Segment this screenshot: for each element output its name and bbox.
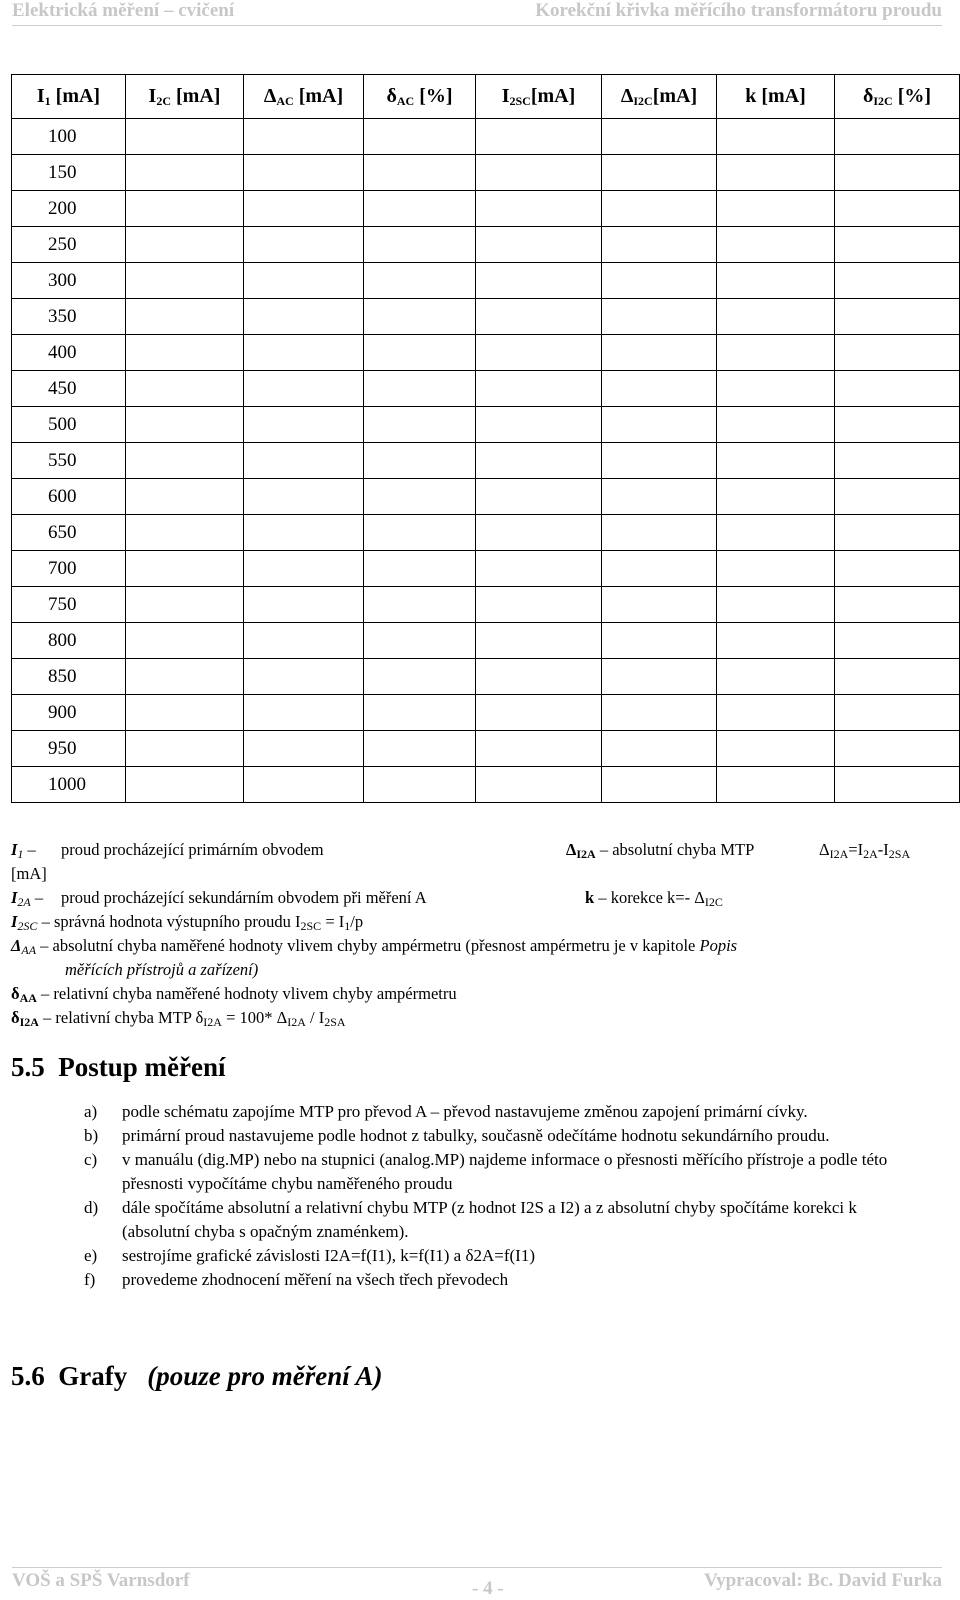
header-chapter-title: Korekční křivka měřícího transformátoru proudu [535,0,942,21]
empty-cell[interactable] [476,335,602,371]
empty-cell[interactable] [244,731,364,767]
header-course-title: Elektrická měření – cvičení [12,0,235,21]
empty-cell[interactable] [602,767,717,803]
empty-cell[interactable] [476,731,602,767]
page-number: - 4 - [472,1578,504,1599]
step-item: a) podle schématu zapojíme MTP pro převod A – převod nastavujeme změnou zapojení primární cívky. [84,1102,808,1121]
cell-i1: 550 [12,443,126,479]
legend-row-i2a: $I_{2A}$ – proud procházející sekundárním obvodem při měření A k – korekce k=- $\Delta_{I2C}$ [11,888,723,909]
table-header-row [12,75,960,119]
cell-i1: 600 [12,479,126,515]
empty-cell[interactable] [835,407,960,443]
cell-i1: 450 [12,371,126,407]
cell-i1: 950 [12,731,126,767]
table-row [12,551,960,587]
empty-cell[interactable] [244,299,364,335]
empty-cell[interactable] [126,335,244,371]
empty-cell[interactable] [835,155,960,191]
empty-cell[interactable] [602,587,717,623]
empty-cell[interactable] [602,263,717,299]
empty-cell[interactable] [244,623,364,659]
table-row [12,695,960,731]
empty-cell[interactable] [244,515,364,551]
cell-i1: 400 [12,335,126,371]
empty-cell[interactable] [717,587,835,623]
table-row [12,191,960,227]
empty-cell[interactable] [126,371,244,407]
empty-cell[interactable] [364,443,476,479]
empty-cell[interactable] [364,515,476,551]
empty-cell[interactable] [835,191,960,227]
legend-row-delta-aa: $\Delta_{AA}$ – absolutní chyba naměřené hodnoty vlivem chyby ampérmetru (přesnost ampérmetru je v kapitole Popis [11,936,738,957]
table-row [12,371,960,407]
page-footer [12,1568,942,1598]
step-item: b) primární proud nastavujeme podle hodnot z tabulky, současně odečítáme hodnotu sekundárního proudu. [84,1126,830,1145]
empty-cell[interactable] [717,515,835,551]
empty-cell[interactable] [126,479,244,515]
empty-cell[interactable] [364,371,476,407]
footer-author: Vypracoval: Bc. David Furka [704,1570,942,1591]
col-header-i2c: $I_{2C}$ [mA] [126,75,244,119]
table-row [12,659,960,695]
empty-cell[interactable] [602,551,717,587]
cell-i1: 800 [12,623,126,659]
table-row [12,515,960,551]
table-row [12,335,960,371]
col-header-i2sc: $I_{2SC}[mA]$ [476,75,602,119]
step-item: c) v manuálu (dig.MP) nebo na stupnici (analog.MP) najdeme informace o přesnosti měřícího přístroje a podle této přesnosti vypočítáme chybu naměřeného proudu [84,1150,888,1193]
empty-cell[interactable] [835,767,960,803]
empty-cell[interactable] [244,695,364,731]
table-row [12,407,960,443]
empty-cell[interactable] [126,155,244,191]
legend-row-i1: $I_1$ – proud procházející primárním obvodem $\Delta_{I2A}$ – absolutní chyba MTP $\Delta_{I2A}=I_{2A}-I_{2SA}$ [11,840,911,861]
empty-cell[interactable] [244,479,364,515]
table-row [12,623,960,659]
table-row [12,299,960,335]
cell-i1: 300 [12,263,126,299]
empty-cell[interactable] [126,659,244,695]
empty-cell[interactable] [717,551,835,587]
step-item: d) dále spočítáme absolutní a relativní chybu MTP (z hodnot I2S a I2) a z absolutní chyby spočítáme korekci k (absolutní chyba s opačným znaménkem). [84,1198,857,1241]
cell-i1: 750 [12,587,126,623]
empty-cell[interactable] [476,371,602,407]
empty-cell[interactable] [476,119,602,155]
step-item: e) sestrojíme grafické závislosti I2A=f(I1), k=f(I1) a δ2A=f(I1) [84,1246,535,1265]
table-row [12,587,960,623]
empty-cell[interactable] [364,479,476,515]
empty-cell[interactable] [717,227,835,263]
empty-cell[interactable] [602,695,717,731]
empty-cell[interactable] [835,551,960,587]
empty-cell[interactable] [717,335,835,371]
empty-cell[interactable] [602,515,717,551]
empty-cell[interactable] [602,731,717,767]
measurement-table [11,74,960,803]
procedure-steps [84,1100,924,1292]
empty-cell[interactable] [476,191,602,227]
empty-cell[interactable] [602,407,717,443]
empty-cell[interactable] [717,695,835,731]
empty-cell[interactable] [364,695,476,731]
empty-cell[interactable] [126,119,244,155]
empty-cell[interactable] [717,299,835,335]
empty-cell[interactable] [602,227,717,263]
empty-cell[interactable] [835,119,960,155]
empty-cell[interactable] [244,335,364,371]
col-header-delta-i2c: $\Delta_{I2C}[mA]$ [602,75,717,119]
empty-cell[interactable] [126,623,244,659]
empty-cell[interactable] [364,227,476,263]
table-row [12,263,960,299]
empty-cell[interactable] [364,659,476,695]
empty-cell[interactable] [244,659,364,695]
empty-cell[interactable] [602,623,717,659]
empty-cell[interactable] [717,263,835,299]
empty-cell[interactable] [364,731,476,767]
section-heading-procedure: 5.5 Postup měření [11,1052,226,1082]
empty-cell[interactable] [717,155,835,191]
empty-cell[interactable] [602,335,717,371]
empty-cell[interactable] [364,767,476,803]
cell-i1: 100 [12,119,126,155]
empty-cell[interactable] [244,767,364,803]
empty-cell[interactable] [476,479,602,515]
legend-row-unit: [mA] [11,864,47,883]
cell-i1: 650 [12,515,126,551]
empty-cell[interactable] [476,623,602,659]
empty-cell[interactable] [244,119,364,155]
empty-cell[interactable] [835,443,960,479]
empty-cell[interactable] [126,767,244,803]
empty-cell[interactable] [126,551,244,587]
cell-i1: 350 [12,299,126,335]
empty-cell[interactable] [244,443,364,479]
empty-cell[interactable] [602,371,717,407]
empty-cell[interactable] [717,119,835,155]
empty-cell[interactable] [602,659,717,695]
empty-cell[interactable] [835,515,960,551]
empty-cell[interactable] [835,695,960,731]
empty-cell[interactable] [364,299,476,335]
cell-i1: 500 [12,407,126,443]
col-header-i1: $I_1$ [mA] [12,75,126,119]
cell-i1: 900 [12,695,126,731]
empty-cell[interactable] [717,191,835,227]
table-row [12,731,960,767]
empty-cell[interactable] [244,191,364,227]
legend-row-delta-aa-cont: měřících přístrojů a zařízení) [65,960,259,979]
col-header-delta-ac: $\Delta_{AC}$ [mA] [244,75,364,119]
table-row [12,119,960,155]
empty-cell[interactable] [476,443,602,479]
step-item: f) provedeme zhodnocení měření na všech třech převodech [84,1270,509,1289]
empty-cell[interactable] [717,623,835,659]
empty-cell[interactable] [835,371,960,407]
empty-cell[interactable] [244,227,364,263]
table-row [12,443,960,479]
empty-cell[interactable] [476,767,602,803]
cell-i1: 850 [12,659,126,695]
empty-cell[interactable] [244,551,364,587]
table-row [12,479,960,515]
cell-i1: 250 [12,227,126,263]
empty-cell[interactable] [835,227,960,263]
empty-cell[interactable] [364,407,476,443]
empty-cell[interactable] [364,551,476,587]
empty-cell[interactable] [126,299,244,335]
empty-cell[interactable] [602,299,717,335]
section-heading-graphs: 5.6 Grafy (pouze pro měření A) [11,1361,383,1391]
empty-cell[interactable] [835,479,960,515]
empty-cell[interactable] [126,191,244,227]
empty-cell[interactable] [476,659,602,695]
empty-cell[interactable] [835,299,960,335]
empty-cell[interactable] [364,335,476,371]
empty-cell[interactable] [244,263,364,299]
empty-cell[interactable] [364,587,476,623]
col-header-k: k [mA] [717,75,835,119]
empty-cell[interactable] [717,767,835,803]
empty-cell[interactable] [126,695,244,731]
empty-cell[interactable] [126,587,244,623]
empty-cell[interactable] [717,479,835,515]
empty-cell[interactable] [126,263,244,299]
section-subtitle: (pouze pro měření A) [147,1361,383,1391]
empty-cell[interactable] [364,119,476,155]
empty-cell[interactable] [364,263,476,299]
empty-cell[interactable] [476,695,602,731]
empty-cell[interactable] [717,443,835,479]
empty-cell[interactable] [364,191,476,227]
empty-cell[interactable] [126,515,244,551]
header-divider [12,25,942,26]
page-header [12,0,942,26]
empty-cell[interactable] [244,155,364,191]
empty-cell[interactable] [476,299,602,335]
empty-cell[interactable] [835,263,960,299]
cell-i1: 150 [12,155,126,191]
empty-cell[interactable] [602,119,717,155]
empty-cell[interactable] [717,731,835,767]
empty-cell[interactable] [244,371,364,407]
legend-row-rel-aa: $\delta_{AA}$ – relativní chyba naměřené hodnoty vlivem chyby ampérmetru [11,984,457,1005]
empty-cell[interactable] [476,263,602,299]
empty-cell[interactable] [126,443,244,479]
cell-i1: 700 [12,551,126,587]
empty-cell[interactable] [244,407,364,443]
cell-i1: 200 [12,191,126,227]
empty-cell[interactable] [126,227,244,263]
empty-cell[interactable] [476,551,602,587]
symbol-legend [11,838,951,1030]
empty-cell[interactable] [476,227,602,263]
empty-cell[interactable] [126,407,244,443]
empty-cell[interactable] [602,479,717,515]
empty-cell[interactable] [476,407,602,443]
empty-cell[interactable] [717,659,835,695]
empty-cell[interactable] [476,515,602,551]
empty-cell[interactable] [364,155,476,191]
legend-row-i2sc: $I_{2SC}$ – správná hodnota výstupního proudu $I_{2SC} = I_1/p$ [11,912,364,933]
empty-cell[interactable] [244,587,364,623]
table-row [12,767,960,803]
empty-cell[interactable] [602,443,717,479]
empty-cell[interactable] [602,155,717,191]
table-row [12,155,960,191]
empty-cell[interactable] [126,731,244,767]
empty-cell[interactable] [717,407,835,443]
empty-cell[interactable] [835,335,960,371]
empty-cell[interactable] [835,659,960,695]
empty-cell[interactable] [835,623,960,659]
legend-row-rel-i2a: $\delta_{I2A}$ – relativní chyba MTP $\delta_{I2A} = 100*$ $\Delta_{I2A} / I_{2SA}$ [11,1008,346,1029]
empty-cell[interactable] [476,155,602,191]
col-header-rel-i2c: $\delta_{I2C}$ [%] [835,75,960,119]
table-row [12,227,960,263]
footer-school: VOŠ a SPŠ Varnsdorf [12,1570,190,1591]
empty-cell[interactable] [602,191,717,227]
empty-cell[interactable] [476,587,602,623]
empty-cell[interactable] [835,587,960,623]
col-header-rel-ac: $\delta_{AC}$ [%] [364,75,476,119]
cell-i1: 1000 [12,767,126,803]
empty-cell[interactable] [717,371,835,407]
empty-cell[interactable] [835,731,960,767]
empty-cell[interactable] [364,623,476,659]
